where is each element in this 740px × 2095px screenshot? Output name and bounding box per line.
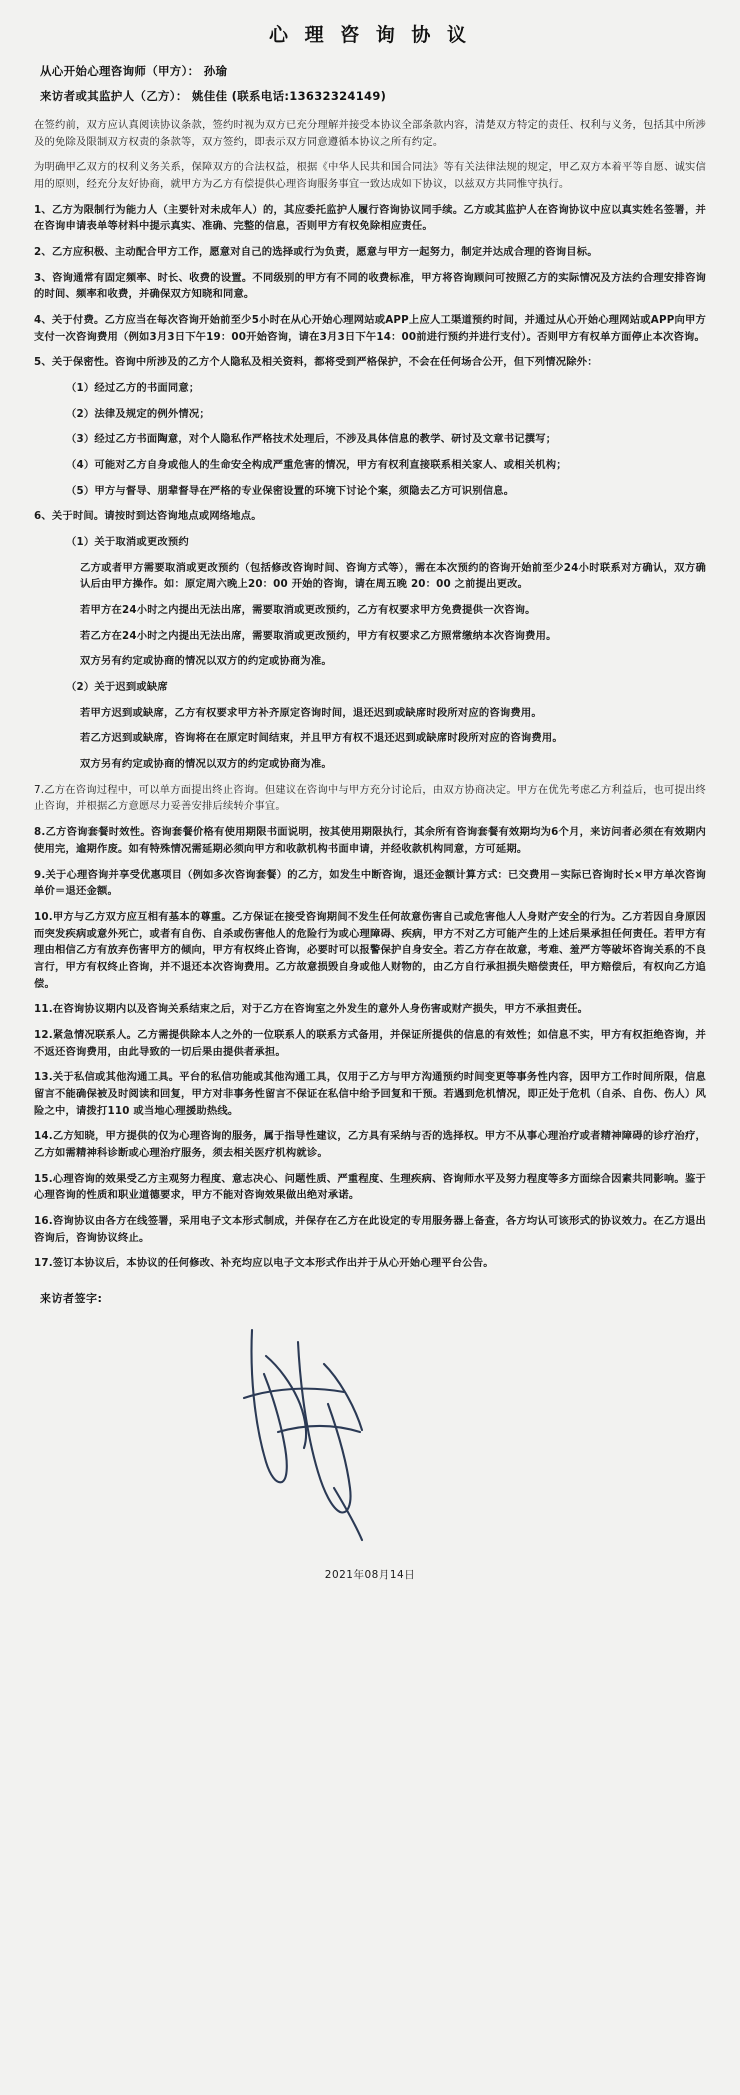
clause-6-sub-1-c: 若乙方在24小时之内提出无法出席，需要取消或更改预约，甲方有权要求乙方照常缴纳本次咨询费用。 bbox=[80, 629, 557, 642]
clause-3: 3、咨询通常有固定频率、时长、收费的设置。不同级别的甲方有不同的收费标准，甲方将咨询顾问可按照乙方的实际情况及方法约合理安排咨询的时间、频率和收费，并确保双方知晓和同意。 bbox=[34, 271, 706, 301]
clause-5: 5、关于保密性。咨询中所涉及的乙方个人隐私及相关资料，都将受到严格保护，不会在任何场合公开，但下列情况除外： bbox=[34, 356, 598, 369]
paragraph-intro-2: 为明确甲乙双方的权利义务关系，保障双方的合法权益，根据《中华人民共和国合同法》等有关法律法规的规定，甲乙双方本着平等自愿、诚实信用的原则，经充分友好协商，就甲方为乙方有偿提供心理咨询服务事宜一致达成如下协议，以兹双方共同惟守执行。 bbox=[34, 161, 706, 191]
signature-area bbox=[34, 1306, 706, 1561]
clause-10: 10.甲方与乙方双方应互相有基本的尊重。乙方保证在接受咨询期间不发生任何故意伤害自己或危害他人人身财产安全的行为。乙方若因自身原因而突发疾病或意外死亡，或者有自伤、自杀或伤害他人的危险行为或心理障碍、疾病，甲方不对乙方可能产生的上述后果承担任何责任。若甲方有理由相信乙方有放弃伤害甲方的倾向，甲方有权终止咨询，必要时可以报警保护自身安全。若乙方存在故意，考难、羞严方等破坏咨询关系的不良言行，甲方有权终止咨询，并不退还本次咨询费用。乙方故意损毁自身或他人财物的，由乙方自行承担损失赔偿责任，甲方赔偿后，有权向乙方追偿。 bbox=[34, 910, 706, 990]
clause-6-sub-2: （2）关于迟到或缺席 bbox=[66, 681, 168, 694]
clause-6-sub-1-d: 双方另有约定或协商的情况以双方的约定或协商为准。 bbox=[80, 655, 332, 668]
clause-5-item-3: （3）经过乙方书面陶意，对个人隐私作严格技术处理后，不涉及具体信息的教学、研讨及文章书记撰写； bbox=[66, 433, 557, 446]
clause-15: 15.心理咨询的效果受乙方主观努力程度、意志决心、问题性质、严重程度、生理疾病、咨询师水平及努力程度等多方面综合因素共同影响。鉴于心理咨询的性质和职业道德要求，甲方不能对咨询效果做出绝对承诺。 bbox=[34, 1172, 706, 1202]
clause-6: 6、关于时间。请按时到达咨询地点或网络地点。 bbox=[34, 510, 262, 523]
paragraph-intro-1: 在签约前，双方应认真阅读协议条款，签约时视为双方已充分理解并接受本协议全部条款内容，清楚双方特定的责任、权利与义务，包括其中所涉及的免除及限制双方权责的条款等，双方签约，即表示双方同意遵循本协议之所有约定。 bbox=[34, 119, 706, 148]
signature-date: 2021年08月14日 bbox=[324, 1568, 416, 1581]
clause-4: 4、关于付费。乙方应当在每次咨询开始前至少5小时在从心开始心理网站或APP上应人工渠道预约时间，并通过从心开始心理网站或APP向甲方支付一次咨询费用（例如3月3日下午19：00开始咨询，请在3月3日下午14：00前进行预约并进行支付）。否则甲方有权单方面停止本次咨询。 bbox=[34, 314, 706, 343]
clause-8: 8.乙方咨询套餐时效性。咨询套餐价格有使用期限书面说明，按其使用期限执行，其余所有咨询套餐有效期均为6个月，来访问者必须在有效期内使用完，逾期作废。如有特殊情况需延期必须向甲方和收款机构书面申请，并经收款机构同意，方可延期。 bbox=[34, 826, 706, 855]
clause-14: 14.乙方知晓，甲方提供的仅为心理咨询的服务，属于指导性建议，乙方具有采纳与否的选择权。甲方不从事心理治疗或者精神障碍的诊疗治疗，乙方如需精神科诊断或心理治疗服务，须去相关医疗机构就诊。 bbox=[34, 1130, 706, 1159]
clause-2: 2、乙方应积极、主动配合甲方工作，愿意对自己的选择或行为负责，愿意与甲方一起努力，制定并达成合理的咨询目标。 bbox=[34, 246, 598, 259]
clause-16: 16.咨询协议由各方在线签署，采用电子文本形式制成，并保存在乙方在此设定的专用服务器上备查，各方均认可该形式的协议效力。在乙方退出咨询后，咨询协议终止。 bbox=[34, 1214, 706, 1244]
handwritten-signature bbox=[214, 1312, 454, 1552]
clause-11: 11.在咨询协议期内以及咨询关系结束之后，对于乙方在咨询室之外发生的意外人身伤害或财产损失，甲方不承担责任。 bbox=[34, 1003, 589, 1016]
clause-6-sub-2-a: 若甲方迟到或缺席，乙方有权要求甲方补齐原定咨询时间，退还迟到或缺席时段所对应的咨询费用。 bbox=[80, 706, 542, 719]
clause-5-item-4: （4）可能对乙方自身或他人的生命安全构成严重危害的情况，甲方有权利直接联系相关家人、或相关机构； bbox=[66, 459, 567, 472]
clause-5-item-1: （1）经过乙方的书面同意； bbox=[66, 382, 200, 395]
clause-6-sub-1-b: 若甲方在24小时之内提出无法出席，需要取消或更改预约，乙方有权要求甲方免费提供一次咨询。 bbox=[80, 604, 536, 617]
agreement-body bbox=[34, 117, 706, 1272]
clause-7: 7.乙方在咨询过程中，可以单方面提出终止咨询。但建议在咨询中与甲方充分讨论后，由双方协商决定。甲方在优先考虑乙方利益后，也可提出终止咨询，并根据乙方意愿尽力妥善安排后续转介事宜。 bbox=[34, 783, 706, 813]
clause-12: 12.紧急情况联系人。乙方需提供除本人之外的一位联系人的联系方式备用，并保证所提供的信息的有效性；如信息不实，甲方有权拒绝咨询，并不返还咨询费用，由此导致的一切后果由提供者承担。 bbox=[34, 1028, 706, 1058]
party-b-line: 来访者或其监护人（乙方）： 姚佳佳 (联系电话:13632324149) bbox=[40, 89, 387, 103]
clause-1: 1、乙方为限制行为能力人（主要针对未成年人）的，其应委托监护人履行咨询协议同手续。乙方或其监护人在咨询协议中应以真实姓名签署，并在咨询申请表单等材料中提示真实、准确、完整的信息，否则甲方有权免除相应责任。 bbox=[34, 203, 706, 233]
clause-6-sub-2-c: 双方另有约定或协商的情况以双方的约定或协商为准。 bbox=[80, 758, 332, 771]
clause-9: 9.关于心理咨询并享受优惠项目（例如多次咨询套餐）的乙方，如发生中断咨询，退还金额计算方式：已交费用－实际已咨询时长×甲方单次咨询单价＝退还金额。 bbox=[34, 868, 706, 898]
party-a-line: 从心开始心理咨询师（甲方）： 孙瑜 bbox=[40, 64, 228, 78]
clause-5-item-5: （5）甲方与督导、朋辈督导在严格的专业保密设置的环境下讨论个案，须隐去乙方可识别信息。 bbox=[66, 484, 515, 497]
clause-6-sub-1-a: 乙方或者甲方需要取消或更改预约（包括修改咨询时间、咨询方式等），需在本次预约的咨询开始前至少24小时联系对方确认，双方确认后由甲方操作。如：原定周六晚上20：00 开始的咨询，请在周五晚 20：00 之前提出更改。 bbox=[80, 561, 706, 591]
clause-6-sub-2-b: 若乙方迟到或缺席，咨询将在在原定时间结束，并且甲方有权不退还迟到或缺席时段所对应的咨询费用。 bbox=[80, 732, 563, 745]
page-title: 心 理 咨 询 协 议 bbox=[268, 24, 472, 46]
clause-17: 17.签订本协议后，本协议的任何修改、补充均应以电子文本形式作出并于从心开始心理平台公告。 bbox=[34, 1257, 494, 1270]
clause-13: 13.关于私信或其他沟通工具。平台的私信功能或其他沟通工具，仅用于乙方与甲方沟通预约时间变更等事务性内容，因甲方工作时间所限，信息留言不能确保被及时阅读和回复，甲方对非事务性留言不保证在私信中给予回复和干预。若遇到危机情况，即正处于危机（自杀、自伤、伤人）风险之中，请拨打110 或当地心理援助热线。 bbox=[34, 1071, 706, 1117]
clause-6-sub-1: （1）关于取消或更改预约 bbox=[66, 536, 189, 549]
clause-5-item-2: （2）法律及规定的例外情况； bbox=[66, 407, 210, 420]
signature-label: 来访者签字: bbox=[40, 1291, 103, 1305]
